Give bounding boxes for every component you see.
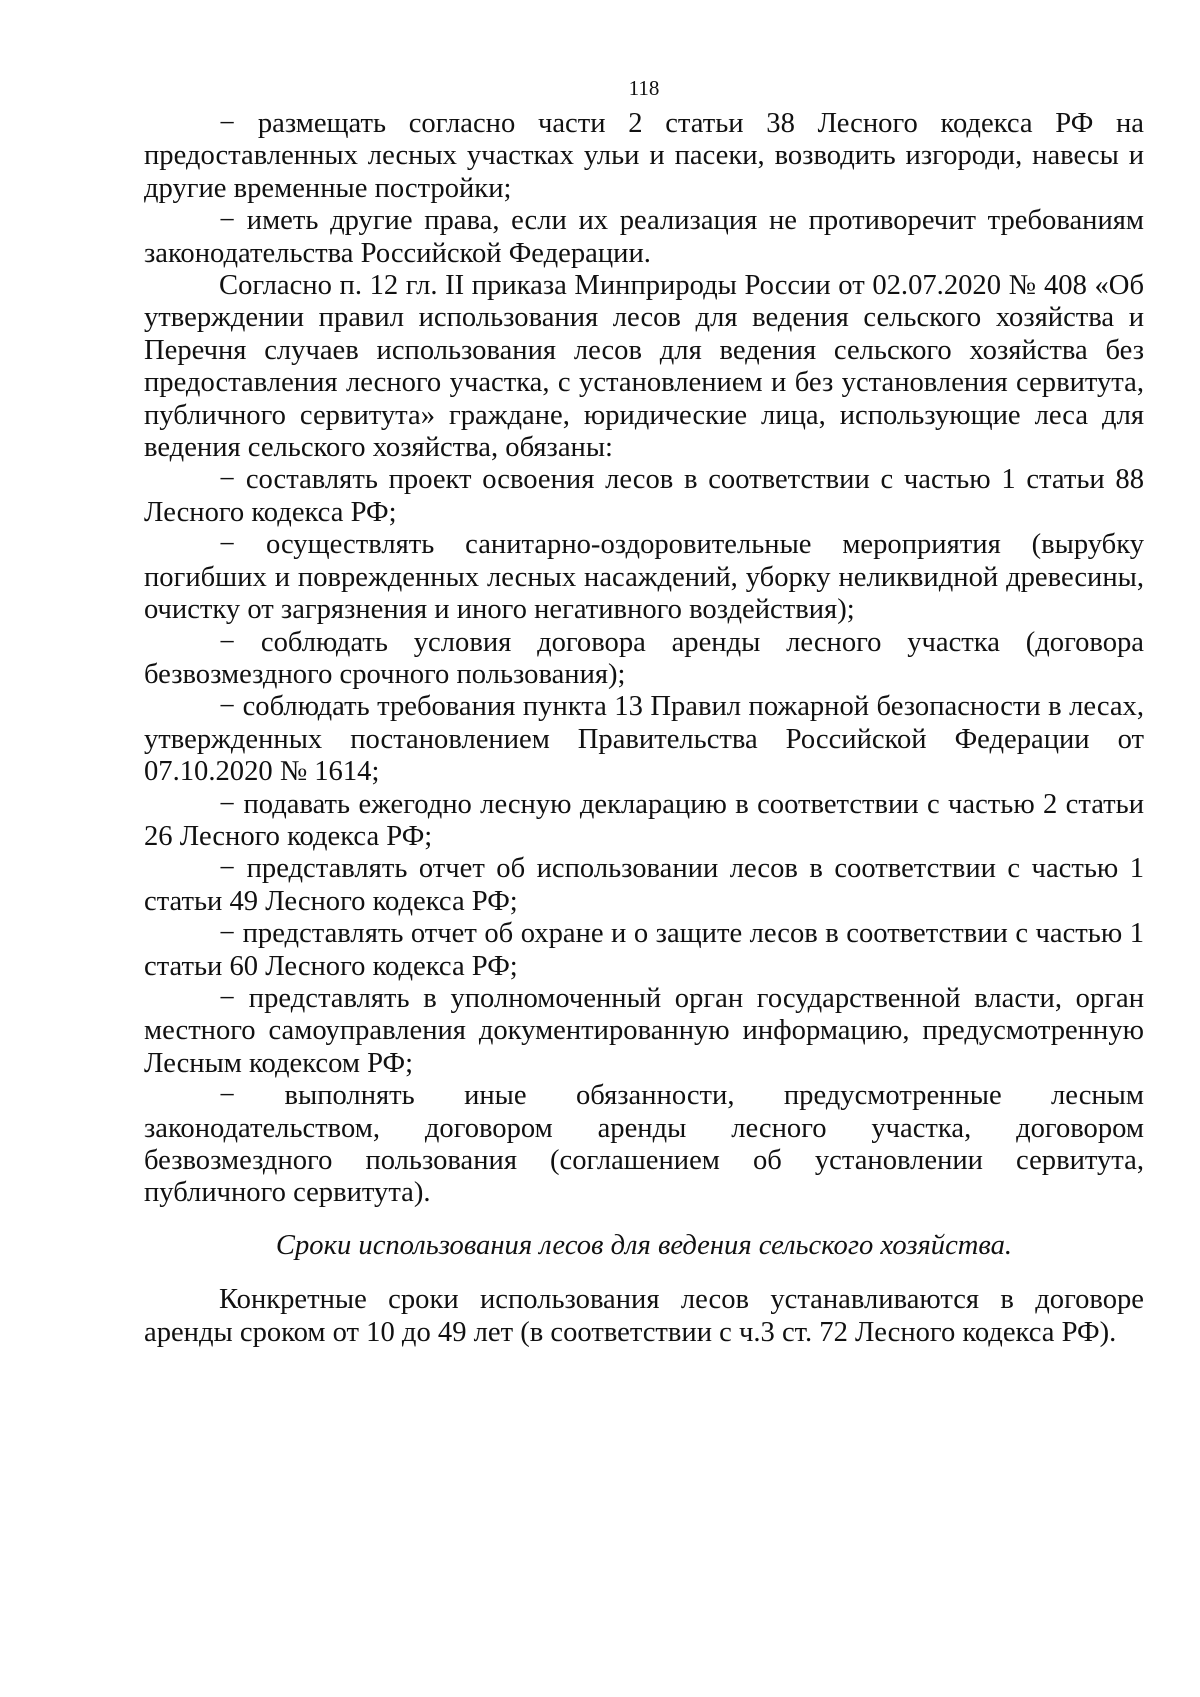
paragraph: − соблюдать требования пункта 13 Правил пожарной безопасности в лесах, утвержденных постановлением Правительства Российской Федерации от 07.10.2020 № 1614;	[144, 691, 1144, 788]
paragraph: − подавать ежегодно лесную декларацию в соответствии с частью 2 статьи 26 Лесного кодекса РФ;	[144, 788, 1144, 852]
paragraph: − составлять проект освоения лесов в соответствии с частью 1 статьи 88 Лесного кодекса РФ;	[144, 464, 1144, 528]
paragraph: − размещать согласно части 2 статьи 38 Лесного кодекса РФ на предоставленных лесных участках ульи и пасеки, возводить изгороди, навесы и другие временные постройки;	[144, 108, 1144, 204]
paragraph: − соблюдать условия договора аренды лесного участка (договора безвозмездного срочного пользования);	[144, 626, 1144, 690]
paragraph: Согласно п. 12 гл. II приказа Минприроды России от 02.07.2020 № 408 «Об утверждении правил использования лесов для ведения сельского хозяйства и Перечня случаев использования лесов для ведения сельского хозяйства без предоставления лесного участка, с установлением и без установления сервитута, публичного сервитута» граждане, юридические лица, использующие леса для ведения сельского хозяйства, обязаны:	[144, 270, 1144, 464]
section-heading: Сроки использования лесов для ведения сельского хозяйства.	[275, 1229, 1013, 1261]
document-page	[144, 68, 1144, 1349]
paragraph: − представлять отчет об использовании лесов в соответствии с частью 1 статьи 49 Лесного кодекса РФ;	[144, 853, 1144, 917]
paragraph: − иметь другие права, если их реализация не противоречит требованиям законодательства Российской Федерации.	[144, 205, 1144, 269]
paragraph: − выполнять иные обязанности, предусмотренные лесным законодательством, договором аренды лесного участка, договором безвозмездного пользования (соглашением об установлении сервитута, публичного сервитута).	[144, 1080, 1144, 1209]
paragraph: − осуществлять санитарно-оздоровительные мероприятия (вырубку погибших и поврежденных лесных насаждений, уборку неликвидной древесины, очистку от загрязнения и иного негативного воздействия);	[144, 529, 1144, 626]
paragraph: − представлять в уполномоченный орган государственной власти, орган местного самоуправления документированную информацию, предусмотренную Лесным кодексом РФ;	[144, 982, 1144, 1079]
page-number: 118	[628, 76, 660, 100]
paragraph: − представлять отчет об охране и о защите лесов в соответствии с частью 1 статьи 60 Лесного кодекса РФ;	[144, 918, 1144, 982]
paragraph: Конкретные сроки использования лесов устанавливаются в договоре аренды сроком от 10 до 49 лет (в соответствии с ч.3 ст. 72 Лесного кодекса РФ).	[144, 1284, 1144, 1348]
